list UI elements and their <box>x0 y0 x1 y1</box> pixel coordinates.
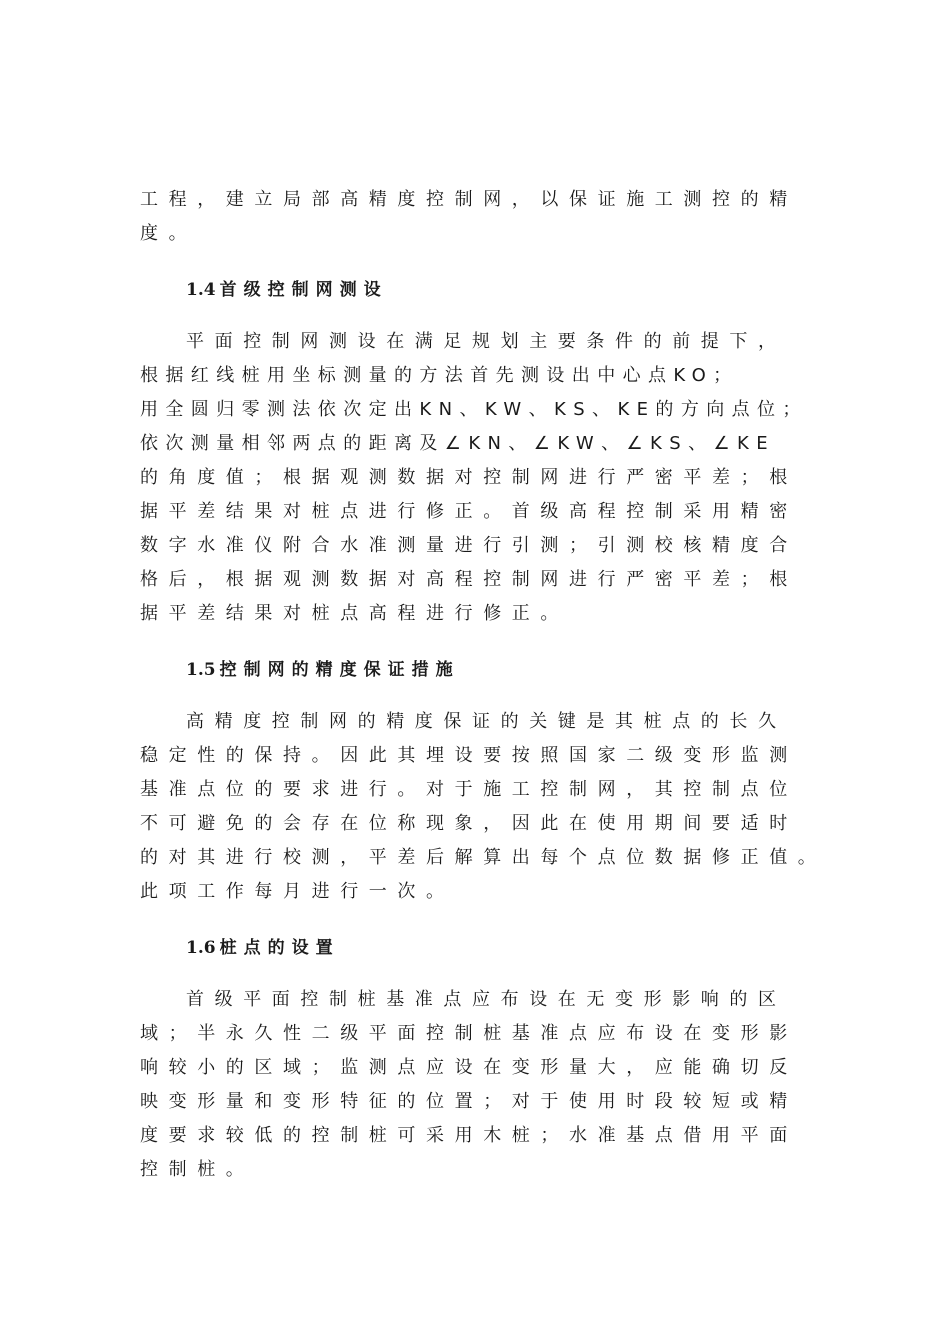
text-line: 稳定性的保持。因此其埋设要按照国家二级变形监测 <box>140 745 798 766</box>
text-line: 映变形量和变形特征的位置；对于使用时段较短或精 <box>140 1091 798 1112</box>
text-line: 根据红线桩用坐标测量的方法首先测设出中心点KO； <box>140 365 739 386</box>
text-line: 不可避免的会存在位称现象，因此在使用期间要适时 <box>140 813 798 834</box>
text-line: 格后，根据观测数据对高程控制网进行严密平差；根 <box>140 569 798 590</box>
text-line: 度要求较低的控制桩可采用木桩；水准基点借用平面 <box>140 1125 798 1146</box>
text-line: 高精度控制网的精度保证的关键是其桩点的长久 <box>186 711 787 732</box>
text-line: 的角度值；根据观测数据对控制网进行严密平差；根 <box>140 467 798 488</box>
paragraph-pile-setup <box>140 986 830 1190</box>
text-line: 首级平面控制桩基准点应布设在无变形影响的区 <box>186 989 787 1010</box>
text-line: 域；半永久性二级平面控制桩基准点应布设在变形影 <box>140 1023 798 1044</box>
section-heading-1-5 <box>140 656 830 684</box>
text-line: 响较小的区域；监测点应设在变形量大，应能确切反 <box>140 1057 798 1078</box>
section-number: 1.6 <box>186 938 216 958</box>
paragraph-intro <box>140 186 830 254</box>
text-line: 据平差结果对桩点高程进行修正。 <box>140 603 569 624</box>
text-line: 依次测量相邻两点的距离及∠KN、∠KW、∠KS、∠KE <box>140 433 775 454</box>
text-line: 的对其进行校测，平差后解算出每个点位数据修正值。 <box>140 847 827 868</box>
document-page <box>140 186 830 1190</box>
text-line: 平面控制网测设在满足规划主要条件的前提下， <box>186 331 787 352</box>
section-title: 首级控制网测设 <box>219 280 388 300</box>
text-line: 此项工作每月进行一次。 <box>140 881 455 902</box>
text-line: 控制桩。 <box>140 1159 255 1180</box>
text-line: 数字水准仪附合水准测量进行引测；引测校核精度合 <box>140 535 798 556</box>
text-line: 度。 <box>140 223 198 244</box>
section-title: 控制网的精度保证措施 <box>219 660 460 680</box>
section-number: 1.4 <box>186 280 216 300</box>
paragraph-control-network-survey <box>140 328 830 634</box>
section-number: 1.5 <box>186 660 216 680</box>
section-heading-1-6 <box>140 934 830 962</box>
text-line: 用全圆归零测法依次定出KN、KW、KS、KE的方向点位； <box>140 399 808 420</box>
text-line: 工程，建立局部高精度控制网，以保证施工测控的精 <box>140 189 798 210</box>
section-title: 桩点的设置 <box>219 938 340 958</box>
section-heading-1-4 <box>140 276 830 304</box>
paragraph-accuracy-measures <box>140 708 830 912</box>
text-line: 据平差结果对桩点进行修正。首级高程控制采用精密 <box>140 501 798 522</box>
text-line: 基准点位的要求进行。对于施工控制网，其控制点位 <box>140 779 798 800</box>
